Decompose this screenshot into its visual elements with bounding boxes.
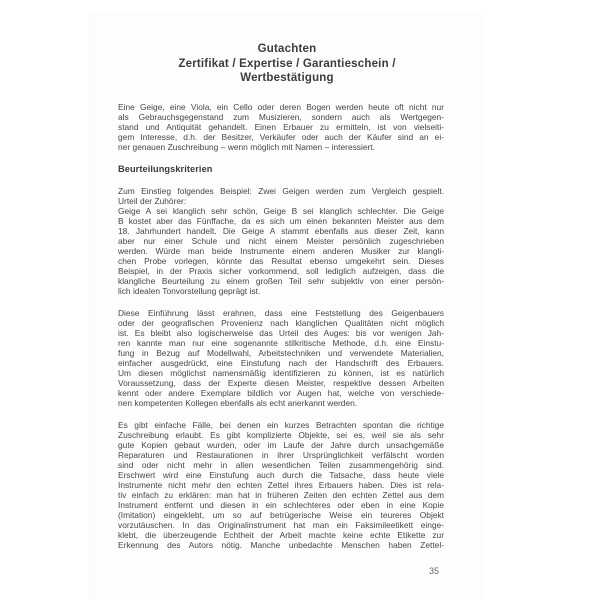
text-line: Reparaturen und Restaurationen in ihrer Ursprünglichkeit verfälscht worden (118, 450, 444, 460)
text-line: fung in Bezug auf Modellwahl, Arbeitstechniken und verwendete Materialien, (118, 348, 444, 358)
text-line: kennt oder andere Exemplare bildlich vor Augen hat, welche von verschiede- (118, 388, 444, 398)
text-line: nen kompetenten Kollegen ebenfalls als echt anerkannt werden. (118, 398, 358, 408)
text-line: klebt, die überzeugende Echtheit der Arbeit machte keine echte Etikette zur (118, 530, 444, 540)
text-line: (Imitation) eingeklebt, um so auf betrügerische Weise ein teureres Objekt (118, 510, 444, 520)
text-line: B kostet aber das Fünffache, da es sich um einen bekannten Meister aus dem (118, 216, 444, 226)
text-line: sind oder nicht mehr in allen wesentlichen Teilen zusammengehörig sind. (118, 460, 444, 470)
text-line: Instrument entfernt und diesen in ein schlechteres oder eben in eine Kopie (118, 500, 444, 510)
paragraph (118, 102, 444, 152)
text-line: gute Kopien gebaut wurden, oder im Laufe der Jahre durch unsachgemäße (118, 440, 444, 450)
paragraph (118, 420, 444, 550)
text-line: ner genauen Zuschreibung – wenn möglich mit Namen – interessiert. (118, 142, 375, 152)
text-line: Beispiel, in der Praxis sicher vorkommend, soll lediglich aufzeigen, dass die (118, 266, 444, 276)
text-line: Erschwert wird eine Einstufung auch durch die Tatsache, dass heute viele (118, 470, 444, 480)
page-title-line: Zertifikat / Expertise / Garantieschein / (178, 57, 396, 70)
text-line: stand und Antiquität gehandelt. Einen Erbauer zu ermitteln, ist von vielseiti- (118, 122, 444, 132)
page-title-line: Wertbestätigung (240, 72, 334, 84)
text-line: ren kannte man nur eine sogenannte stilkritische Methode, d.h. eine Einstu- (118, 338, 444, 348)
text-line: Es gibt einfache Fälle, bei denen ein kurzes Betrachten spontan die richtige (118, 420, 444, 430)
text-line: vorzutäuschen. In das Originalinstrument hat man ein Faksimileetikett einge- (118, 520, 444, 530)
text-line: als Gebrauchsgegenstand zum Musizieren, sondern auch als Wertgegen- (118, 112, 444, 122)
document-body (118, 102, 444, 562)
section-heading: Beurteilungskriterien (118, 164, 213, 174)
text-line: Eine Geige, eine Viola, ein Cello oder deren Bogen werden heute oft nicht nur (118, 102, 444, 112)
text-line: Um diesen möglichst namensmäßig identifizieren zu können, ist es natürlich (118, 368, 444, 378)
text-line: Geige A sei klanglich sehr schön, Geige B sei klanglich schlechter. Die Geige (118, 206, 444, 216)
page-number: 35 (428, 566, 439, 576)
page-title (124, 42, 450, 86)
text-line: Erkennung des Autors nötig. Manche unbedachte Menschen haben Zettel- (118, 540, 444, 550)
text-line: Zuschreibung erlaubt. Es gibt komplizierte Objekte, sei es, weil sie als sehr (118, 430, 444, 440)
text-line: lich idealen Tonvorstellung geprägt ist. (118, 286, 261, 296)
text-line: chen Probe vorlegen, könnte das Resultat ebenso umgekehrt sein. Dieses (118, 256, 444, 266)
text-line: einfacher ausgedrückt, eine Einstufung nach der Handschrift des Erbauers. (118, 358, 444, 368)
text-line: Zum Einstieg folgendes Beispiel: Zwei Geigen werden zum Vergleich gespielt. (118, 186, 444, 196)
page-title-line: Gutachten (257, 43, 317, 55)
text-line: klangliche Beurteilung zu einem großen Teil sehr subjektiv von einer persön- (118, 276, 444, 286)
text-line: Diese Einführung lässt erahnen, dass eine Feststellung des Geigenbauers (118, 308, 444, 318)
text-line: 18. Jahrhundert handelt. Die Geige A stammt ebenfalls aus dieser Zeit, kann (118, 226, 444, 236)
text-line: Voraussetzung, dass der Experte diesen Meister, respektive dessen Arbeiten (118, 378, 444, 388)
text-line: gem Interesse, d.h. der Besitzer, Verkäufer oder auch der Käufer sind an ei- (118, 132, 444, 142)
paragraph (118, 186, 444, 296)
text-line: Instrumente nicht mehr den echten Zettel ihres Erbauers haben. Dies ist rela- (118, 480, 444, 490)
text-line: Urteil der Zuhörer: (118, 196, 187, 206)
paragraph (118, 308, 444, 408)
text-line: oder der geografischen Provenienz nach klanglichen Qualitäten nicht möglich (118, 318, 444, 328)
text-line: tiv einfach zu erklären: man hat in früheren Zeiten den echten Zettel aus dem (118, 490, 444, 500)
text-line: werden. Würde man beide Instrumente einem anderen Musiker zur klangli- (118, 246, 444, 256)
text-line: aber nur einer Schule und nicht einem Meister persönlich zugeschrieben (118, 236, 444, 246)
text-line: ist. Es bleibt also logischerweise das Urteil des Auges: bis vor wenigen Jah- (118, 328, 444, 338)
